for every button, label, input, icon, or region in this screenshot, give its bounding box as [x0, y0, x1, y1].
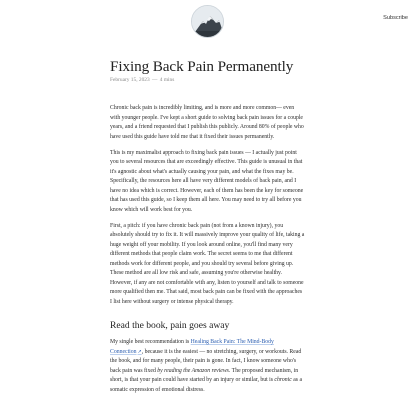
paragraph-4 [110, 338, 305, 395]
paragraph-1: Chronic back pain is incredibly limiting, and is more and more common— even with younger people. I've kept a short guide to solving back pain issues for a couple years, and a friend requested that I publish this publicly. Around 80% of people who have used this guide have told me that it fixed their issues permanently. [110, 105, 304, 140]
p4-emphasis: by reading the Amazon reviews [157, 367, 229, 374]
article [110, 58, 305, 402]
site-header [0, 0, 415, 42]
paragraph-2: This is my maximalist approach to fixing back pain issues — I actually just point you to several resources that are exceedingly effective. This guide is unusual in that it's agnostic about what's actually causing your pain, and what the fixes may be. Specifically, the resources here all have very different models of back pain, and I have no idea which is correct. However, each of them has been the key for someone that has used this guide, so I keep them all here. You may need to try all before you know which will work best for you. [110, 149, 304, 213]
p4-text-c: . The proposed mechanism, in short, is that your pain could have started by an injury or similar, but is [110, 367, 299, 383]
read-time: 4 mins [159, 77, 175, 83]
book-link-label: Healing Back Pain: The Mind-Body Connection [110, 339, 274, 355]
article-body [110, 104, 305, 395]
external-link-icon: ↗ [137, 349, 142, 355]
subscribe-link[interactable]: Subscribe [383, 15, 408, 21]
p4-text-a: My single best recommendation is [110, 339, 191, 345]
p4-text-d: as a somatic expression of emotional distress. [110, 377, 302, 393]
post-date: February 15, 2023 [110, 77, 150, 83]
meta-separator: — [152, 77, 158, 83]
p4-emphasis-chronic: chronic [274, 377, 292, 383]
mountain-logo-icon[interactable] [191, 5, 224, 38]
paragraph-3: First, a pitch: if you have chronic back pain (not from a known injury), you absolutely should try to fix it. It will massively improve your quality of life, taking a huge weight off your mobility. If you look around online, you'll find many very different methods that people claim work. The secret seems to me that different methods work for different people, and you should try several before giving up. These method are all low risk and safe, assuming you're otherwise healthy. However, if any are not comfortable with any, listen to yourself and talk to someone more qualified then me. That said, most back pain can be fixed with the approaches I list here without surgery or intense physical therapy. [110, 222, 305, 305]
p4-text-b: , because it is the easiest — no stretching, surgery, or workouts. Read the book, and for many people, their pain is gone. In fact, I know someone who's back pain was fixed [110, 348, 302, 374]
post-meta [110, 76, 305, 84]
page-title: Fixing Back Pain Permanently [110, 58, 294, 75]
section-heading: Read the book, pain goes away [110, 320, 230, 331]
